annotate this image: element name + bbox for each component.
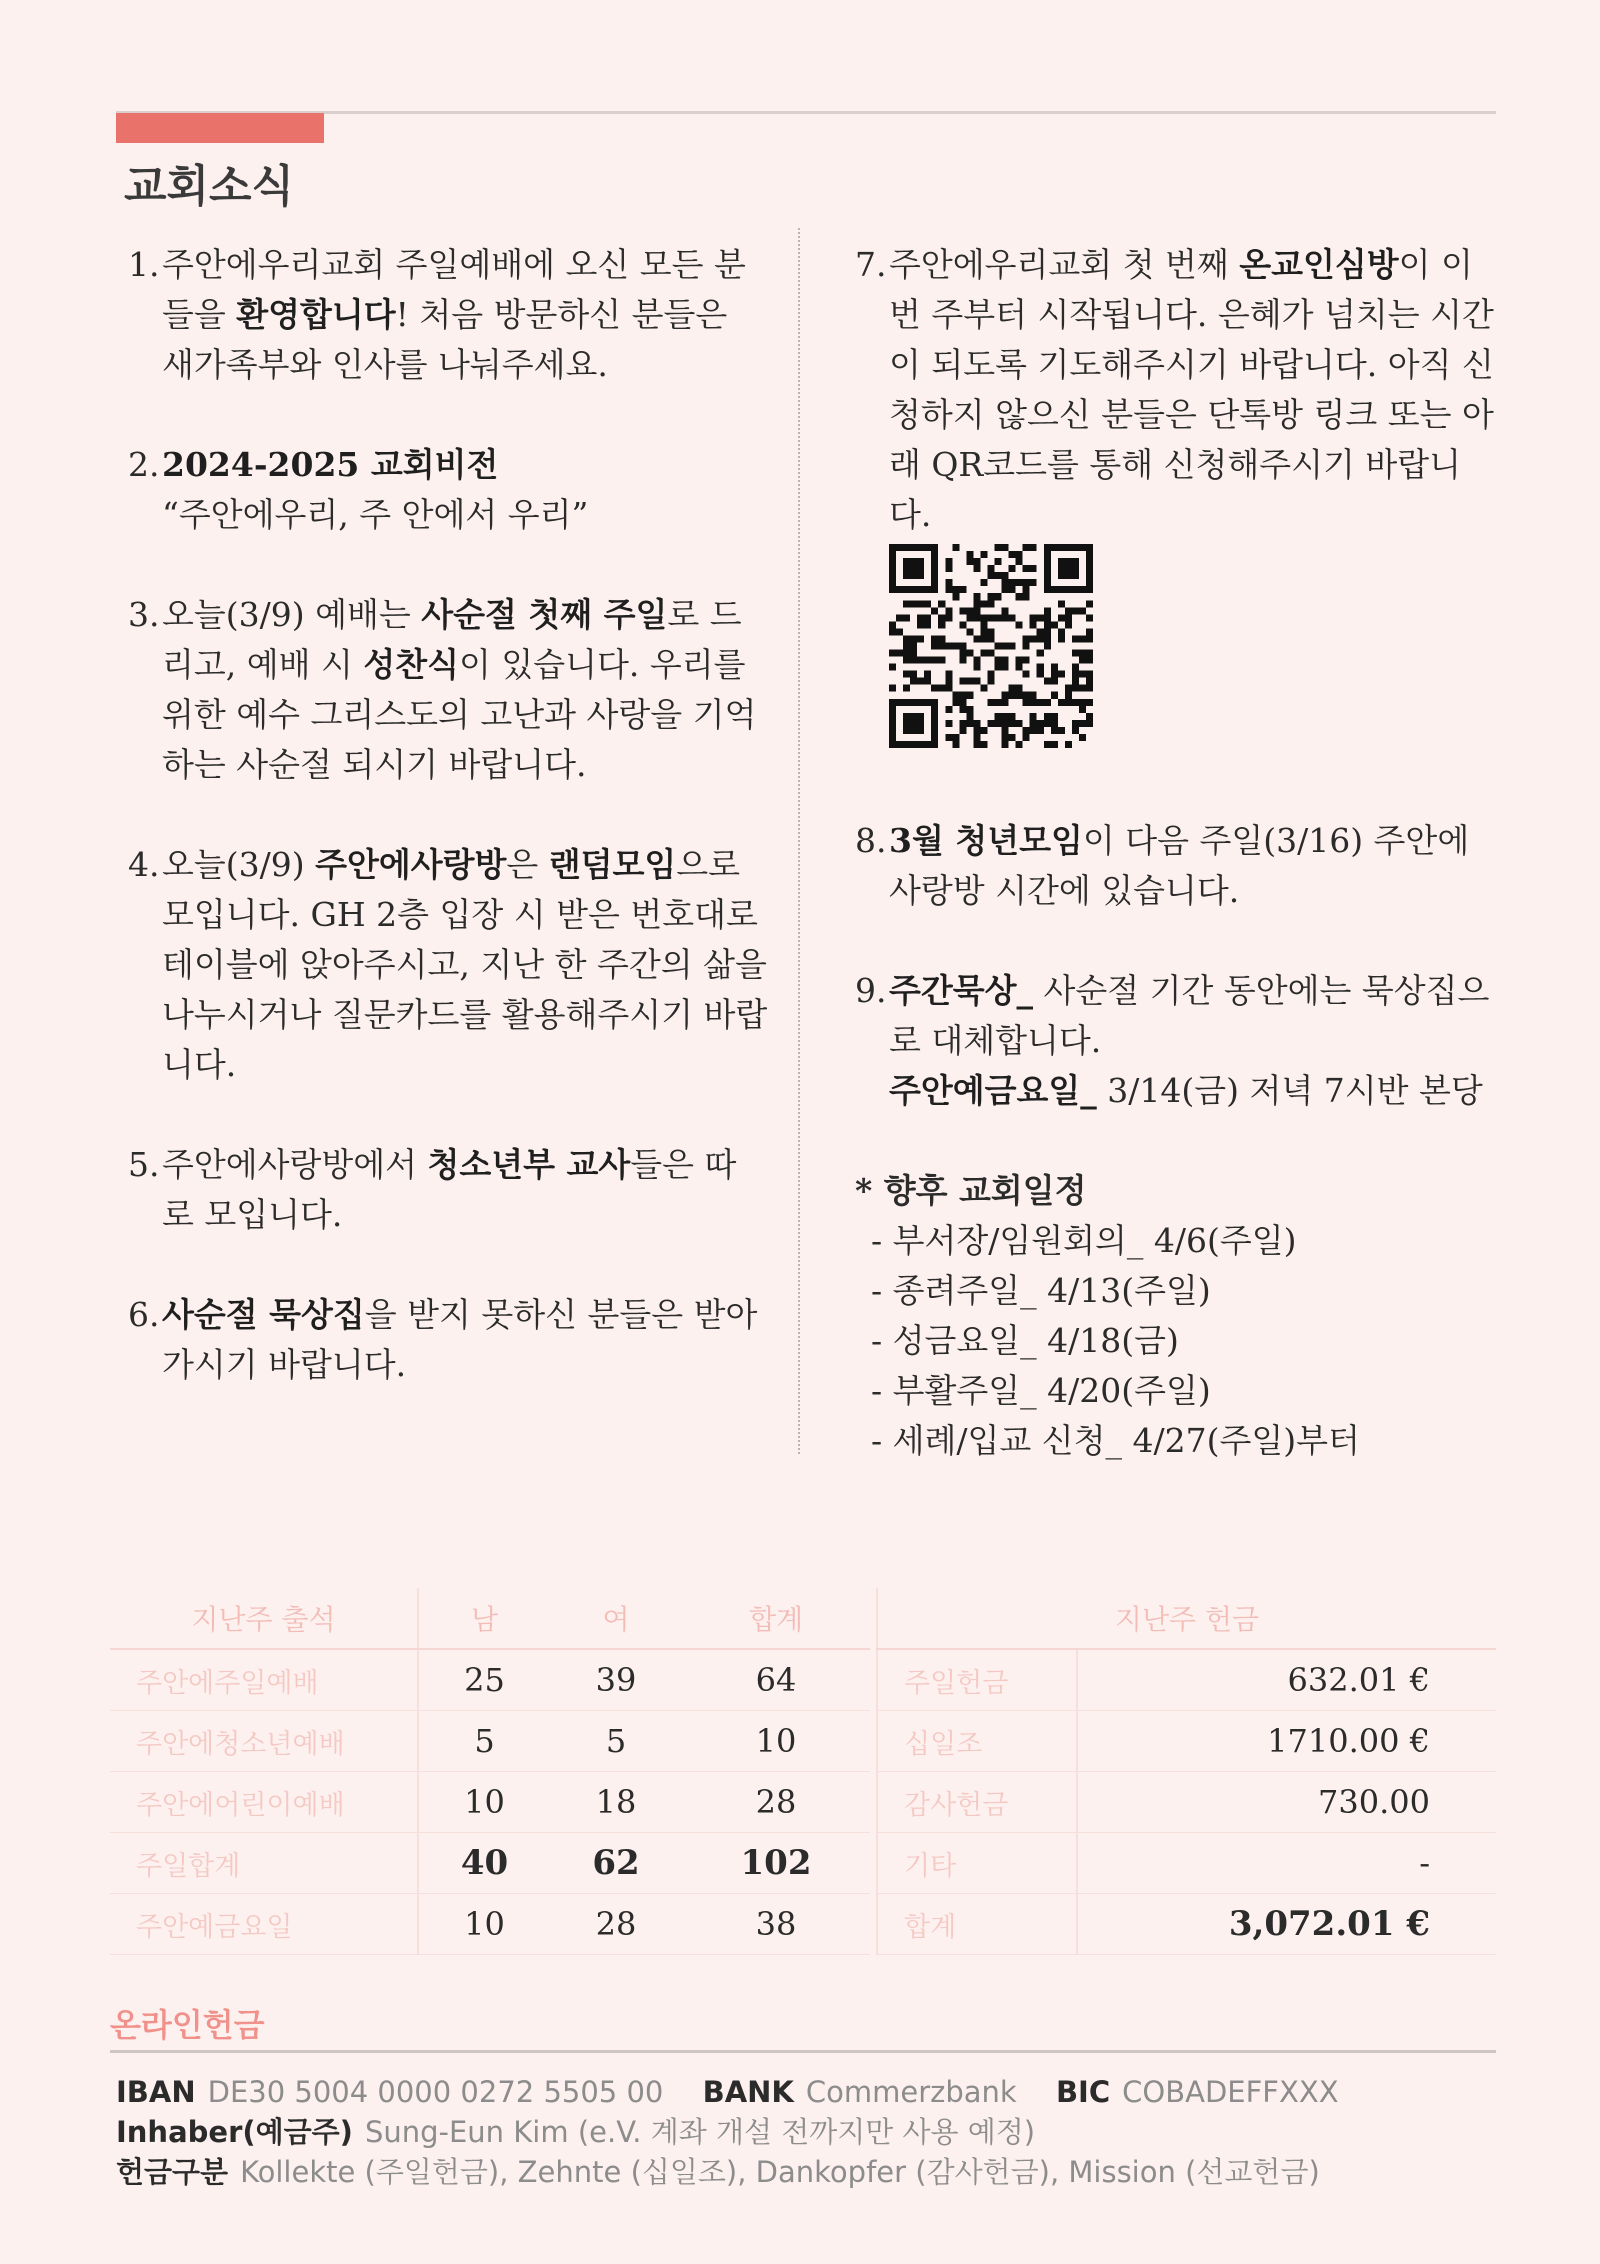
female-count: 5 xyxy=(550,1711,682,1772)
female-count: 28 xyxy=(550,1894,682,1955)
table-row xyxy=(110,1711,870,1772)
row-label: 주안에청소년예배 xyxy=(110,1711,418,1772)
announcement-text: 주안에사랑방에서 청소년부 교사들은 따로 모입니다. xyxy=(162,1145,737,1234)
table-row xyxy=(110,1772,870,1833)
announcement-7 xyxy=(855,240,1495,766)
male-count: 5 xyxy=(418,1711,550,1772)
announcement-text: 사순절 묵상집을 받지 못하신 분들은 받아가시기 바랍니다. xyxy=(162,1295,758,1384)
iban-value: DE30 5004 0000 0272 5505 00 xyxy=(207,2075,664,2109)
table-row xyxy=(877,1894,1496,1955)
holder-value: Sung-Eun Kim (e.V. 계좌 개설 전까지만 사용 예정) xyxy=(364,2115,1036,2149)
announcement-text: 주간묵상_ 사순절 기간 동안에는 묵상집으로 대체합니다. 주안예금요일_ 3/14(금) 저녁 7시반 본당 xyxy=(889,971,1490,1110)
column-divider xyxy=(798,228,800,1454)
bank-value: Commerzbank xyxy=(805,2075,1017,2109)
announcement-text: 2024-2025 교회비전 “주안에우리, 주 안에서 우리” xyxy=(162,445,589,534)
total-count: 10 xyxy=(682,1711,870,1772)
row-label: 합계 xyxy=(877,1894,1077,1955)
announcement-text: 3월 청년모임이 다음 주일(3/16) 주안에사랑방 시간에 있습니다. xyxy=(889,821,1470,910)
total-count: 64 xyxy=(682,1649,870,1711)
table-row xyxy=(877,1711,1496,1772)
row-label: 감사헌금 xyxy=(877,1772,1077,1833)
schedule-item: - 성금요일_ 4/18(금) xyxy=(871,1321,1179,1360)
offering-amount: - xyxy=(1077,1833,1496,1894)
total-header: 합계 xyxy=(682,1588,870,1649)
offering-type-label: 헌금구분 xyxy=(116,2155,229,2189)
schedule-item: - 부서장/임원회의_ 4/6(주일) xyxy=(871,1221,1297,1260)
row-label: 십일조 xyxy=(877,1711,1077,1772)
female-count: 39 xyxy=(550,1649,682,1711)
announcement-9 xyxy=(855,966,1495,1116)
holder-line xyxy=(116,2112,1339,2152)
total-count: 38 xyxy=(682,1894,870,1955)
item-number: 4. xyxy=(128,845,160,884)
qr-code-image[interactable] xyxy=(889,544,1093,748)
church-schedule xyxy=(855,1166,1495,1466)
offering-amount: 1710.00 € xyxy=(1077,1711,1496,1772)
section-title: 교회소식 xyxy=(124,161,295,212)
table-row xyxy=(877,1772,1496,1833)
announcement-3 xyxy=(128,590,768,790)
offering-header: 지난주 헌금 xyxy=(877,1588,1496,1649)
table-row xyxy=(110,1833,870,1894)
announcement-2 xyxy=(128,440,768,540)
bank-line xyxy=(116,2072,1339,2112)
announcement-text: 주안에우리교회 첫 번째 온교인심방이 이번 주부터 시작됩니다. 은혜가 넘치는 시간이 되도록 기도해주시기 바랍니다. 아직 신청하지 않으신 분들은 단톡방 링크 또는 아래 QR코드를 통해 신청해주시기 바랍니다. xyxy=(889,240,1495,766)
offering-type-line xyxy=(116,2152,1339,2192)
announcement-4 xyxy=(128,840,768,1090)
announcement-text: 오늘(3/9) 예배는 사순절 첫째 주일로 드리고, 예배 시 성찬식이 있습니다. 우리를 위한 예수 그리스도의 고난과 사랑을 기억하는 사순절 되시기 바랍니다. xyxy=(162,595,757,784)
male-count: 10 xyxy=(418,1772,550,1833)
offering-amount: 730.00 xyxy=(1077,1772,1496,1833)
total-count: 102 xyxy=(682,1833,870,1894)
male-count: 10 xyxy=(418,1894,550,1955)
schedule-list xyxy=(855,1216,1495,1466)
bic-label: BIC xyxy=(1055,2075,1111,2109)
accent-bar xyxy=(116,113,324,143)
offering-table xyxy=(876,1588,1496,1955)
item-number: 6. xyxy=(128,1295,160,1334)
male-count: 25 xyxy=(418,1649,550,1711)
female-header: 여 xyxy=(550,1588,682,1649)
announcement-text: 오늘(3/9) 주안에사랑방은 랜덤모임으로 모입니다. GH 2층 입장 시 받은 번호대로 테이블에 앉아주시고, 지난 한 주간의 삶을 나누시거나 질문카드를 활용해주시기 바랍니다. xyxy=(162,845,768,1084)
table-row xyxy=(110,1649,870,1711)
announcement-8 xyxy=(855,816,1495,916)
holder-label: Inhaber(예금주) xyxy=(116,2115,353,2149)
announcements-left xyxy=(128,240,768,1440)
item-number: 5. xyxy=(128,1145,160,1184)
attendance-header: 지난주 출석 xyxy=(110,1588,418,1649)
row-label: 주안에어린이예배 xyxy=(110,1772,418,1833)
table-row xyxy=(877,1649,1496,1711)
offering-amount: 632.01 € xyxy=(1077,1649,1496,1711)
item-number: 3. xyxy=(128,595,160,634)
announcement-1 xyxy=(128,240,768,390)
bic-value: COBADEFFXXX xyxy=(1122,2075,1339,2109)
row-label: 기타 xyxy=(877,1833,1077,1894)
table-row xyxy=(877,1833,1496,1894)
male-header: 남 xyxy=(418,1588,550,1649)
item-number: 2. xyxy=(128,445,160,484)
male-count: 40 xyxy=(418,1833,550,1894)
row-label: 주안예금요일 xyxy=(110,1894,418,1955)
iban-label: IBAN xyxy=(116,2075,196,2109)
row-label: 주일합계 xyxy=(110,1833,418,1894)
offering-amount: 3,072.01 € xyxy=(1077,1894,1496,1955)
bank-label: BANK xyxy=(702,2075,794,2109)
announcement-6 xyxy=(128,1290,768,1390)
item-number: 8. xyxy=(855,821,887,860)
item-number: 1. xyxy=(128,245,160,284)
female-count: 62 xyxy=(550,1833,682,1894)
table-row xyxy=(110,1894,870,1955)
announcement-5 xyxy=(128,1140,768,1240)
online-offering-title: 온라인헌금 xyxy=(110,2006,265,2044)
row-label: 주일헌금 xyxy=(877,1649,1077,1711)
row-label: 주안에주일예배 xyxy=(110,1649,418,1711)
schedule-item: - 세례/입교 신청_ 4/27(주일)부터 xyxy=(871,1421,1360,1460)
total-count: 28 xyxy=(682,1772,870,1833)
item-number: 9. xyxy=(855,971,887,1010)
announcements-right xyxy=(855,240,1495,1466)
attendance-table xyxy=(110,1588,870,1955)
announcement-text: 주안에우리교회 주일예배에 오신 모든 분들을 환영합니다! 처음 방문하신 분들은 새가족부와 인사를 나눠주세요. xyxy=(162,245,746,384)
online-offering-info xyxy=(116,2072,1339,2192)
item-number: 7. xyxy=(855,245,887,284)
online-rule xyxy=(110,2050,1496,2053)
schedule-item: - 종려주일_ 4/13(주일) xyxy=(871,1271,1211,1310)
offering-type-value: Kollekte (주일헌금), Zehnte (십일조), Dankopfer (감사헌금), Mission (선교헌금) xyxy=(240,2155,1320,2189)
table-header-row xyxy=(877,1588,1496,1649)
schedule-item: - 부활주일_ 4/20(주일) xyxy=(871,1371,1211,1410)
female-count: 18 xyxy=(550,1772,682,1833)
table-header-row xyxy=(110,1588,870,1649)
schedule-title: * 향후 교회일정 xyxy=(855,1171,1087,1210)
